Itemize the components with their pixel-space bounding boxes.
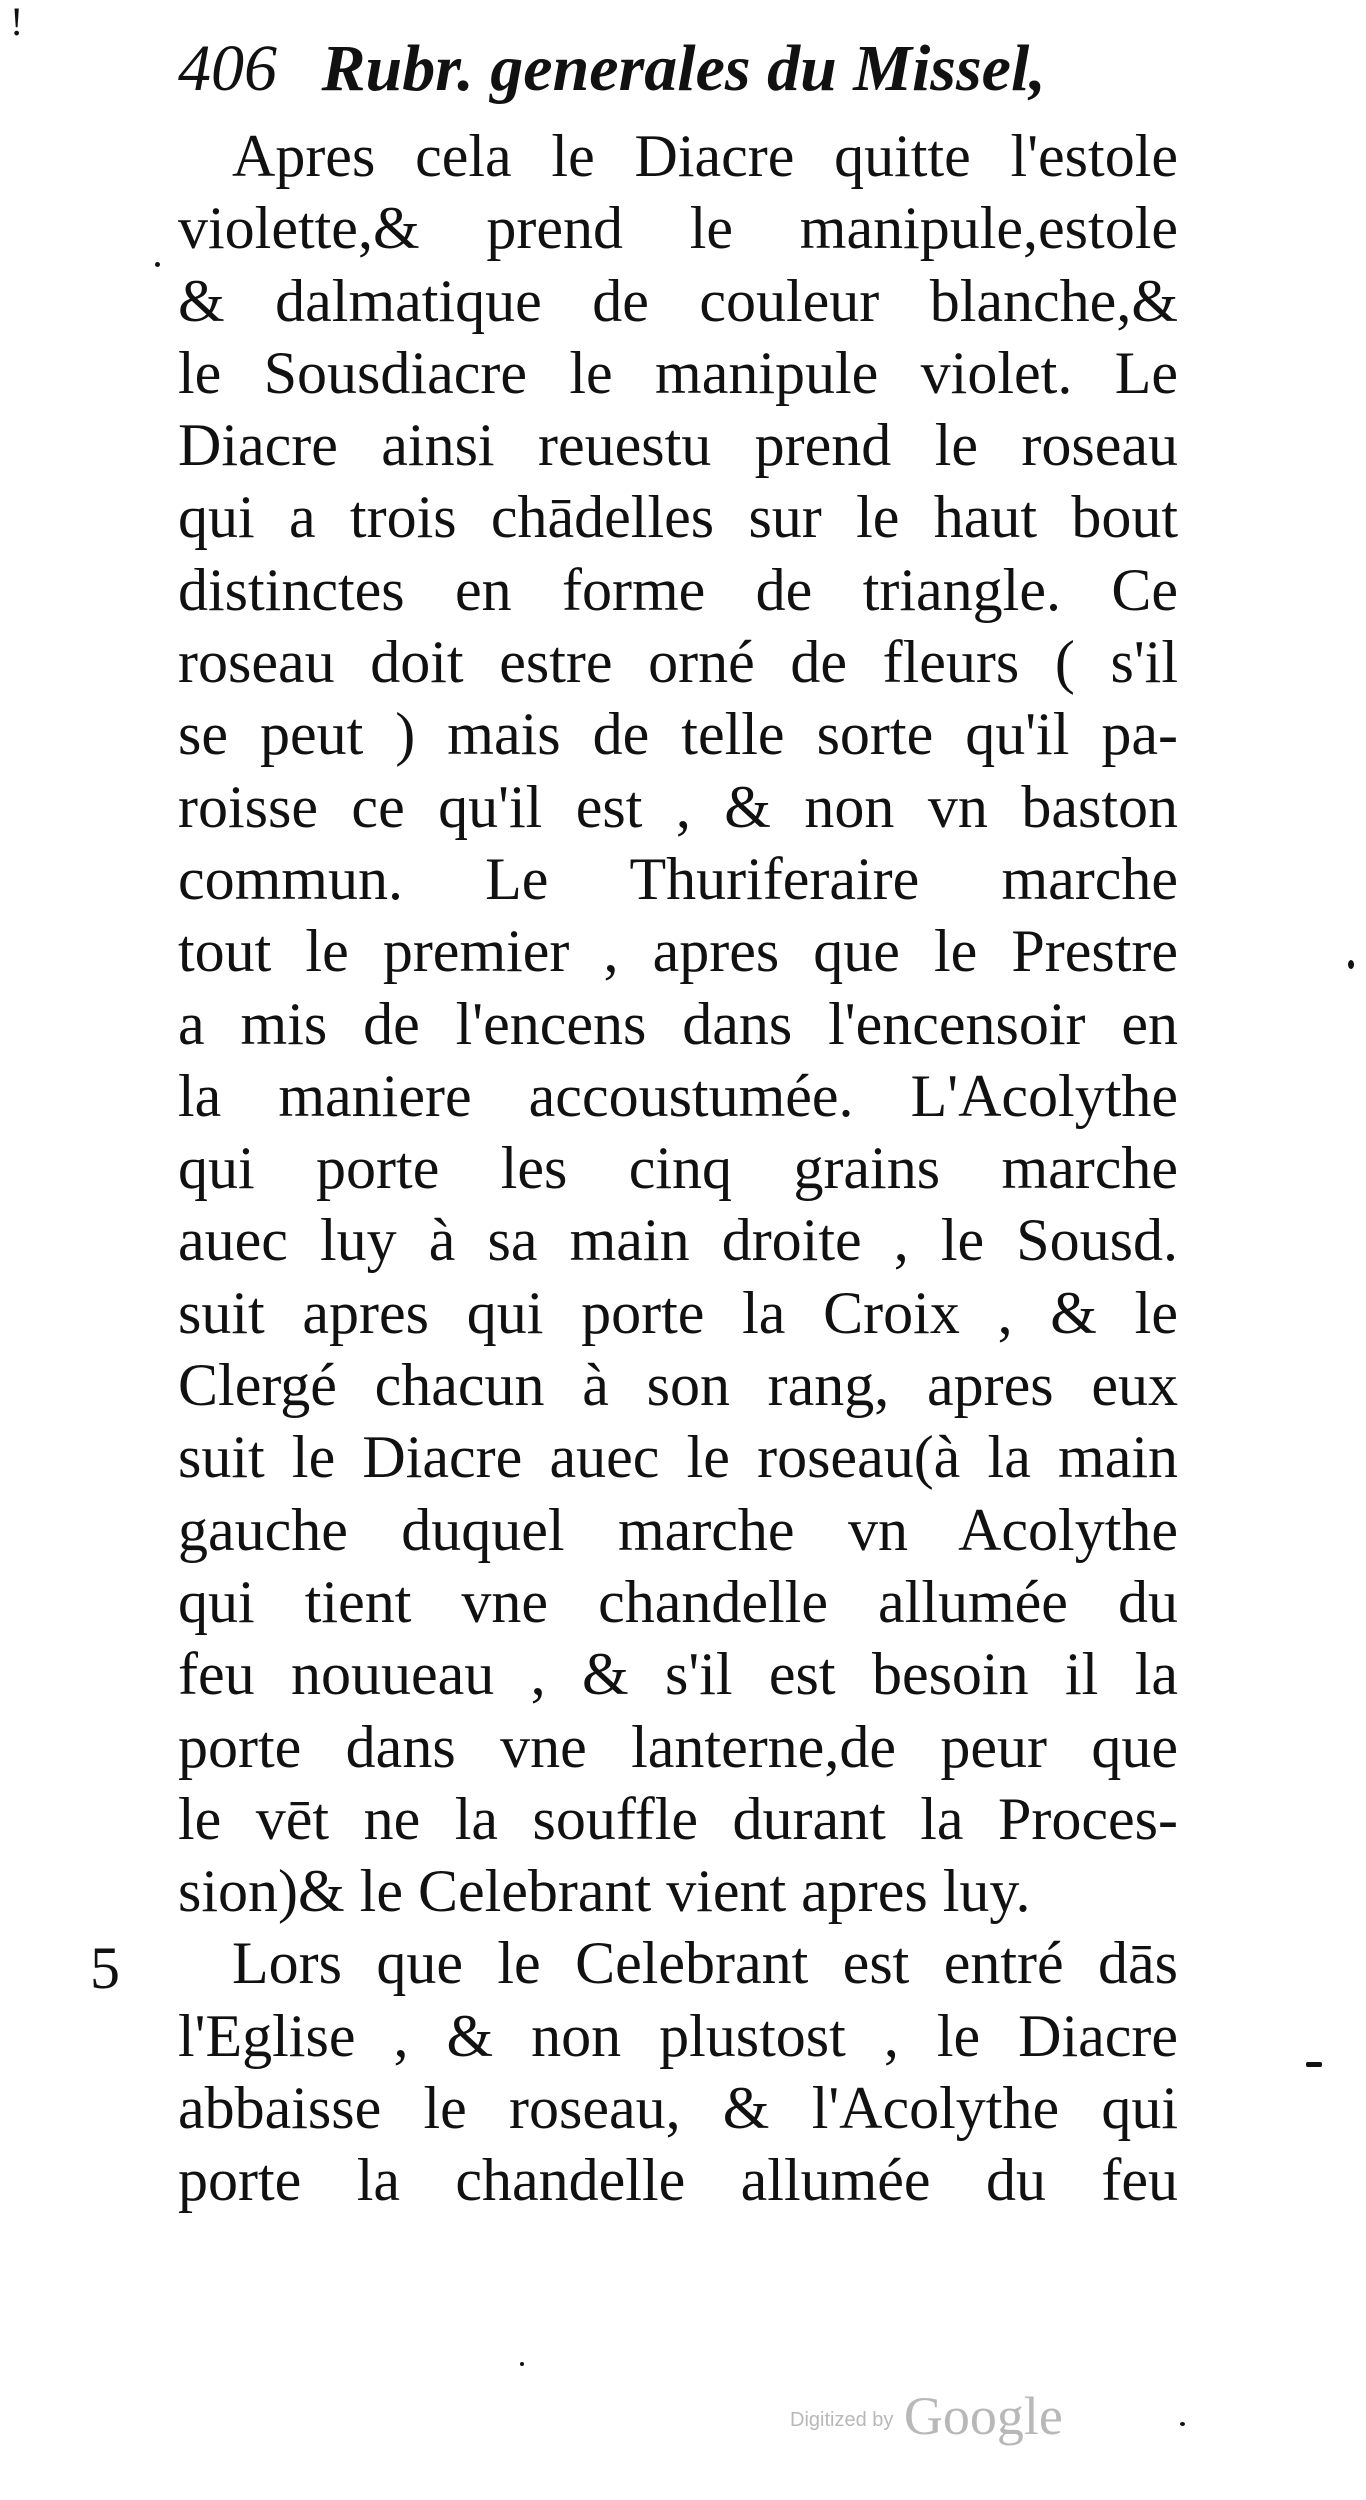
text-line: qui a trois chādelles sur le haut bout <box>178 484 1178 551</box>
text-line: auec luy à sa main droite , le Sousd. <box>178 1207 1178 1274</box>
text-line: porte dans vne lanterne,de peur que <box>178 1713 1178 1780</box>
text-line: gauche duquel marche vn Acolythe <box>178 1496 1178 1563</box>
text-line: tout le premier , apres que le Prestre <box>178 918 1178 985</box>
ink-speck <box>155 262 160 267</box>
ink-speck <box>1348 960 1354 969</box>
text-line: violette,& prend le manipule,estole <box>178 195 1178 262</box>
text-line: feu nouueau , & s'il est besoin il la <box>178 1641 1178 1708</box>
body-text <box>178 120 1178 2217</box>
google-logo: Google <box>903 2386 1063 2446</box>
text-line: le vēt ne la souffle durant la Proces- <box>178 1785 1178 1852</box>
text-line: distinctes en forme de triangle. Ce <box>178 556 1178 623</box>
text-line: suit apres qui porte la Croix , & le <box>178 1279 1178 1346</box>
text-line: le Sousdiacre le manipule violet. Le <box>178 339 1178 406</box>
text-line: Clergé chacun à son rang, apres eux <box>178 1352 1178 1419</box>
text-line: sion)& le Celebrant vient apres luy. <box>178 1858 1031 1925</box>
digitized-watermark <box>790 2385 1063 2447</box>
text-line: qui porte les cinq grains marche <box>178 1135 1178 1202</box>
text-line: porte la chandelle allumée du feu <box>178 2147 1178 2214</box>
ink-speck <box>1180 2422 1185 2426</box>
top-margin-mark: ! <box>10 0 24 44</box>
text-line: roseau doit estre orné de fleurs ( s'il <box>178 629 1178 696</box>
text-line: roisse ce qu'il est , & non vn baston <box>178 773 1178 840</box>
text-line: abbaisse le roseau, & l'Acolythe qui <box>178 2075 1178 2142</box>
paragraph-margin-mark: 5 <box>90 1935 120 2001</box>
text-line: Lors que le Celebrant est entré dās <box>232 1930 1178 1997</box>
text-line: suit le Diacre auec le roseau(à la main <box>178 1424 1178 1491</box>
text-line: l'Eglise , & non plustost , le Diacre <box>178 2002 1178 2069</box>
page-number: 406 <box>178 32 277 105</box>
ink-speck <box>520 2362 524 2366</box>
running-title: Rubr. generales du Missel, <box>321 32 1046 105</box>
text-line: la maniere accoustumée. L'Acolythe <box>178 1062 1178 1129</box>
text-line: a mis de l'encens dans l'encensoir en <box>178 990 1178 1057</box>
ink-speck <box>1306 2062 1322 2067</box>
text-line: se peut ) mais de telle sorte qu'il pa- <box>178 701 1178 768</box>
text-line: Diacre ainsi reuestu prend le roseau <box>178 412 1178 479</box>
page-header <box>178 32 1046 105</box>
text-line: qui tient vne chandelle allumée du <box>178 1568 1178 1635</box>
text-line: Apres cela le Diacre quitte l'estole <box>232 123 1178 189</box>
watermark-prefix: Digitized by <box>790 2409 894 2431</box>
text-line: commun. Le Thuriferaire marche <box>178 845 1178 912</box>
text-line: & dalmatique de couleur blanche,& <box>178 267 1178 334</box>
